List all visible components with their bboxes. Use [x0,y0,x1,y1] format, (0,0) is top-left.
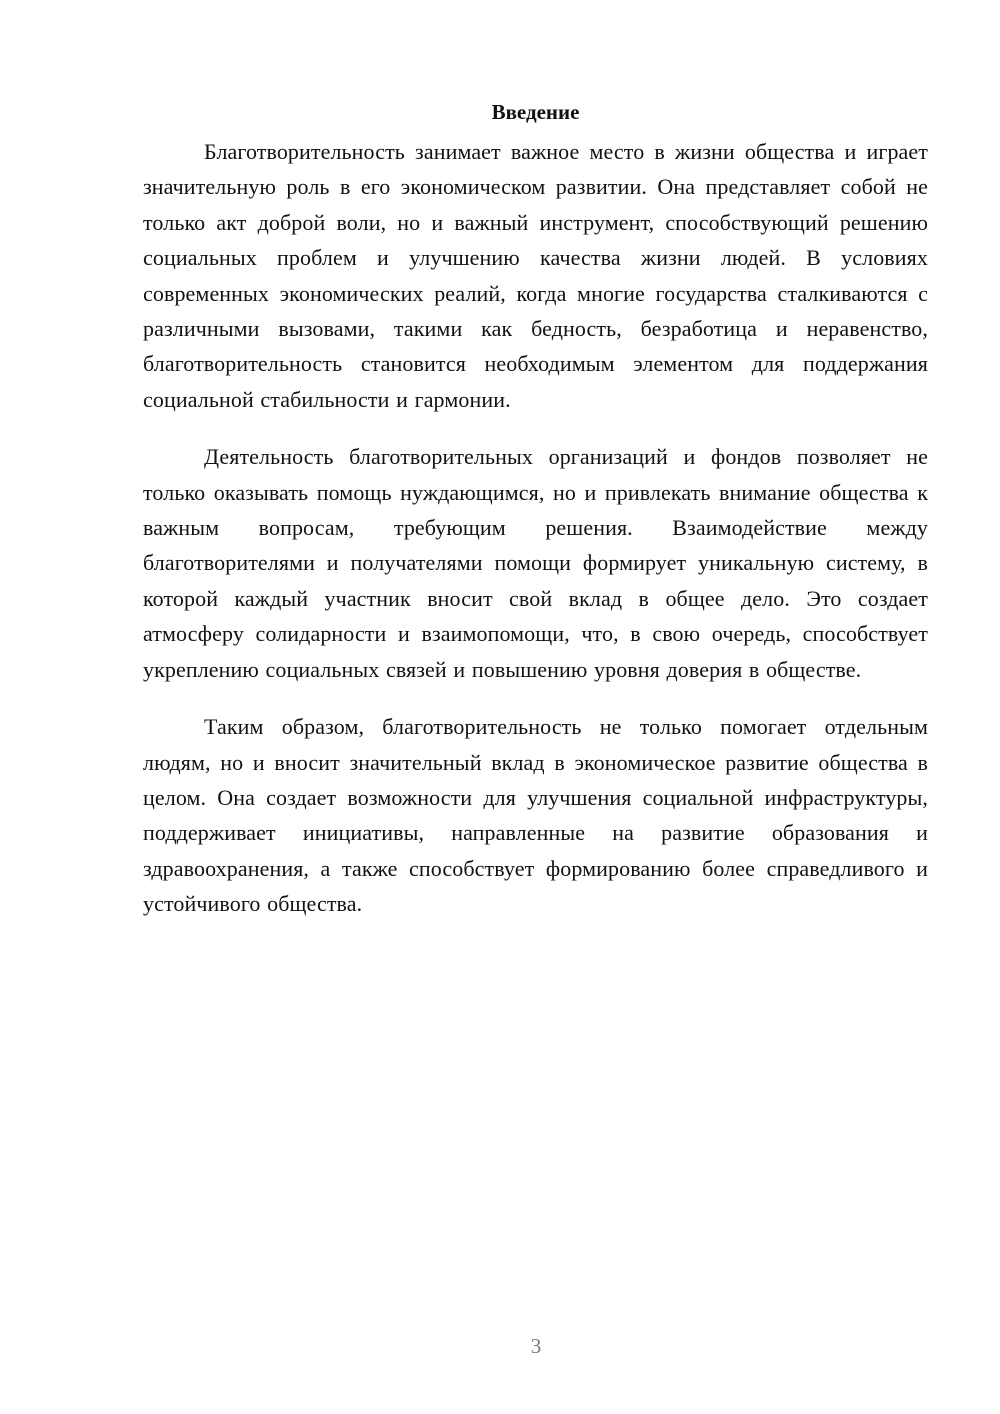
section-title: Введение [491,100,580,124]
paragraph-3: Таким образом, благотворительность не только помогает отдельным людям, но и вносит значительный вклад в экономическое развитие общества в целом. Она создает возможности для улучшения социальной инфраструктуры, поддерживает инициативы, направленные на развитие образования и здравоохранения, а также способствует формированию более справедливого и устойчивого общества. [143,714,928,917]
page-number: 3 [530,1334,542,1358]
paragraph-1: Благотворительность занимает важное место в жизни общества и играет значительную роль в его экономическом развитии. Она представляет собой не только акт доброй воли, но и важный инструмент, способствующий решению социальных проблем и улучшению качества жизни людей. В условиях современных экономических реалий, когда многие государства сталкиваются с различными вызовами, такими как бедность, безработица и неравенство, благотворительность становится необходимым элементом для поддержания социальной стабильности и гармонии. [143,139,928,412]
page-content [143,98,928,944]
paragraph-2: Деятельность благотворительных организаций и фондов позволяет не только оказывать помощь нуждающимся, но и привлекать внимание общества к важным вопросам, требующим решения. Взаимодействие между благотворителями и получателями помощи формирует уникальную систему, в которой каждый участник вносит свой вклад в общее дело. Это создает атмосферу солидарности и взаимопомощи, что, в свою очередь, способствует укреплению социальных связей и повышению уровня доверия в обществе. [143,444,928,682]
